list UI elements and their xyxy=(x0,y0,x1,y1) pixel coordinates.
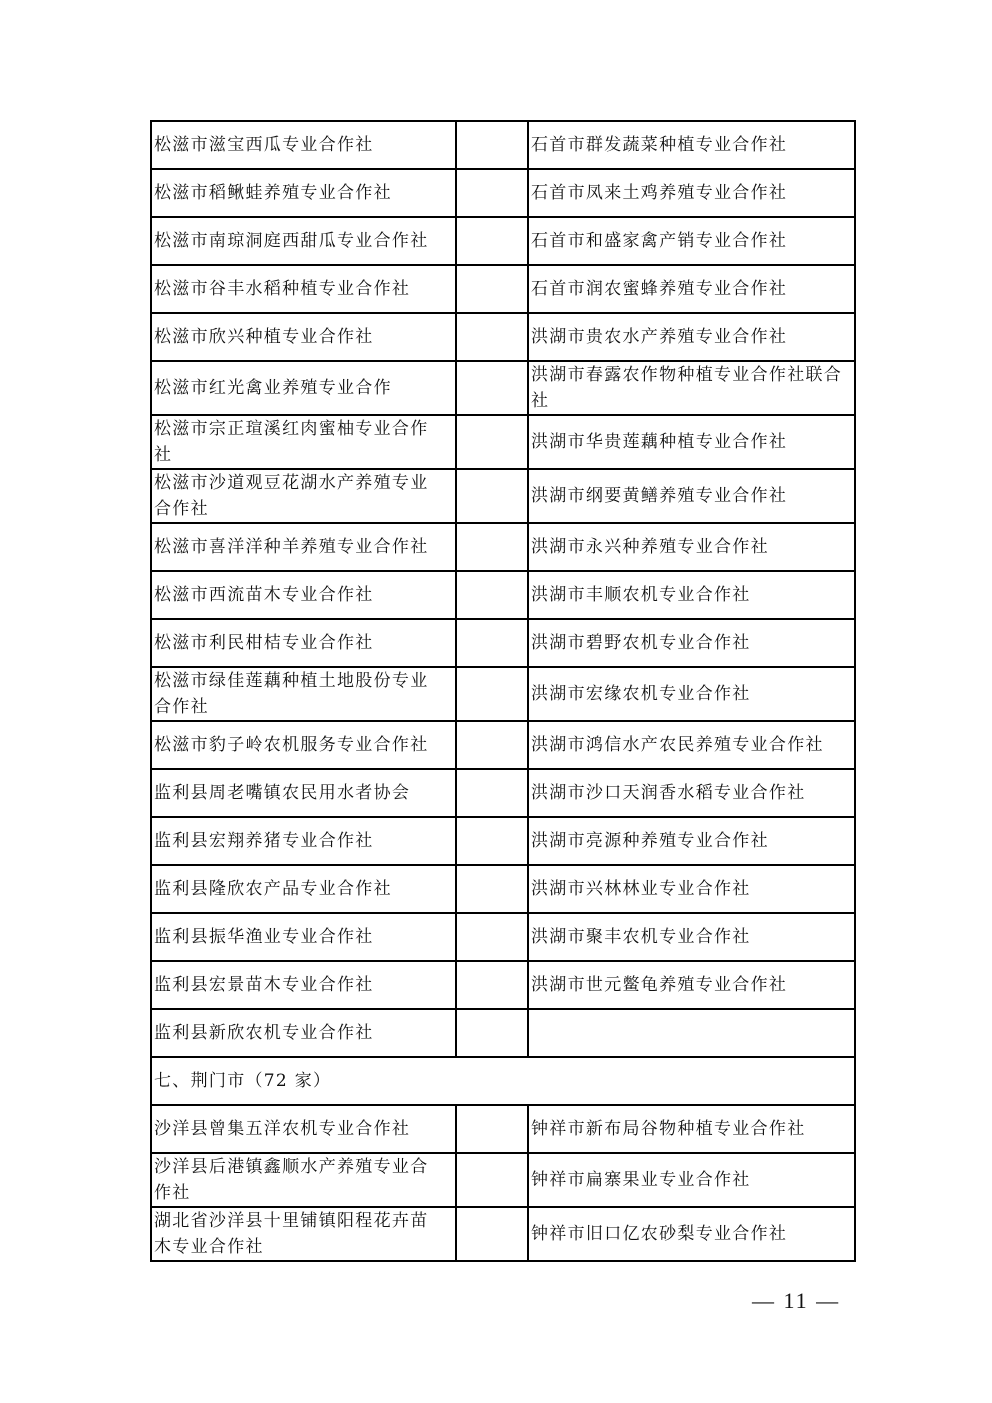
table-row xyxy=(151,469,855,523)
middle-cell xyxy=(456,121,528,169)
middle-cell xyxy=(456,217,528,265)
right-cooperative-cell: 钟祥市新布局谷物种植专业合作社 xyxy=(528,1105,855,1153)
table-row xyxy=(151,865,855,913)
left-cooperative-cell: 松滋市沙道观豆花湖水产养殖专业合作社 xyxy=(151,469,456,523)
table-row xyxy=(151,169,855,217)
middle-cell xyxy=(456,721,528,769)
middle-cell xyxy=(456,469,528,523)
left-cooperative-cell: 松滋市豹子岭农机服务专业合作社 xyxy=(151,721,456,769)
cooperatives-table xyxy=(150,120,856,1262)
middle-cell xyxy=(456,169,528,217)
left-cooperative-cell: 湖北省沙洋县十里铺镇阳程花卉苗木专业合作社 xyxy=(151,1207,456,1261)
section-header-row xyxy=(151,1057,855,1105)
table-row xyxy=(151,913,855,961)
right-cooperative-cell: 洪湖市鸿信水产农民养殖专业合作社 xyxy=(528,721,855,769)
table-row xyxy=(151,1009,855,1057)
right-cooperative-cell: 洪湖市丰顺农机专业合作社 xyxy=(528,571,855,619)
left-cooperative-cell: 松滋市西流苗木专业合作社 xyxy=(151,571,456,619)
table-row xyxy=(151,1207,855,1261)
right-cooperative-cell: 洪湖市纲要黄鳝养殖专业合作社 xyxy=(528,469,855,523)
middle-cell xyxy=(456,619,528,667)
right-cooperative-cell: 石首市和盛家禽产销专业合作社 xyxy=(528,217,855,265)
left-cooperative-cell: 松滋市红光禽业养殖专业合作 xyxy=(151,361,456,415)
table-row xyxy=(151,361,855,415)
left-cooperative-cell: 松滋市喜洋洋种羊养殖专业合作社 xyxy=(151,523,456,571)
middle-cell xyxy=(456,769,528,817)
right-cooperative-cell: 洪湖市聚丰农机专业合作社 xyxy=(528,913,855,961)
middle-cell xyxy=(456,817,528,865)
left-cooperative-cell: 松滋市欣兴种植专业合作社 xyxy=(151,313,456,361)
table-row xyxy=(151,619,855,667)
table-row xyxy=(151,769,855,817)
table-row xyxy=(151,961,855,1009)
middle-cell xyxy=(456,571,528,619)
left-cooperative-cell: 松滋市南琼洞庭西甜瓜专业合作社 xyxy=(151,217,456,265)
middle-cell xyxy=(456,961,528,1009)
left-cooperative-cell: 监利县宏景苗木专业合作社 xyxy=(151,961,456,1009)
right-cooperative-cell: 洪湖市兴林林业专业合作社 xyxy=(528,865,855,913)
table-row xyxy=(151,523,855,571)
middle-cell xyxy=(456,1153,528,1207)
middle-cell xyxy=(456,523,528,571)
table-body xyxy=(151,121,855,1261)
left-cooperative-cell: 松滋市谷丰水稻种植专业合作社 xyxy=(151,265,456,313)
right-cooperative-cell: 洪湖市碧野农机专业合作社 xyxy=(528,619,855,667)
right-cooperative-cell: 石首市润农蜜蜂养殖专业合作社 xyxy=(528,265,855,313)
left-cooperative-cell: 监利县振华渔业专业合作社 xyxy=(151,913,456,961)
right-cooperative-cell: 钟祥市扁寨果业专业合作社 xyxy=(528,1153,855,1207)
left-cooperative-cell: 松滋市绿佳莲藕种植土地股份专业合作社 xyxy=(151,667,456,721)
table-row xyxy=(151,1153,855,1207)
right-cooperative-cell: 洪湖市沙口天润香水稻专业合作社 xyxy=(528,769,855,817)
right-cooperative-cell: 洪湖市亮源种养殖专业合作社 xyxy=(528,817,855,865)
middle-cell xyxy=(456,1105,528,1153)
right-cooperative-cell: 洪湖市世元鳖龟养殖专业合作社 xyxy=(528,961,855,1009)
table-row xyxy=(151,217,855,265)
middle-cell xyxy=(456,265,528,313)
table-row xyxy=(151,313,855,361)
left-cooperative-cell: 监利县宏翔养猪专业合作社 xyxy=(151,817,456,865)
table-row xyxy=(151,667,855,721)
left-cooperative-cell: 沙洋县后港镇鑫顺水产养殖专业合作社 xyxy=(151,1153,456,1207)
table-row xyxy=(151,1105,855,1153)
middle-cell xyxy=(456,913,528,961)
table-row xyxy=(151,817,855,865)
right-cooperative-cell xyxy=(528,1009,855,1057)
right-cooperative-cell: 洪湖市华贵莲藕种植专业合作社 xyxy=(528,415,855,469)
left-cooperative-cell: 松滋市利民柑桔专业合作社 xyxy=(151,619,456,667)
middle-cell xyxy=(456,1207,528,1261)
left-cooperative-cell: 松滋市宗正瑄溪红肉蜜柚专业合作社 xyxy=(151,415,456,469)
right-cooperative-cell: 洪湖市春露农作物种植专业合作社联合社 xyxy=(528,361,855,415)
left-cooperative-cell: 监利县隆欣农产品专业合作社 xyxy=(151,865,456,913)
middle-cell xyxy=(456,415,528,469)
right-cooperative-cell: 洪湖市宏缘农机专业合作社 xyxy=(528,667,855,721)
right-cooperative-cell: 钟祥市旧口亿农砂梨专业合作社 xyxy=(528,1207,855,1261)
section-header: 七、荆门市（72 家） xyxy=(151,1057,855,1105)
left-cooperative-cell: 松滋市滋宝西瓜专业合作社 xyxy=(151,121,456,169)
right-cooperative-cell: 洪湖市贵农水产养殖专业合作社 xyxy=(528,313,855,361)
page-number: — 11 — xyxy=(752,1288,841,1313)
table-row xyxy=(151,415,855,469)
table-row xyxy=(151,265,855,313)
right-cooperative-cell: 石首市群发蔬菜种植专业合作社 xyxy=(528,121,855,169)
middle-cell xyxy=(456,667,528,721)
table-row xyxy=(151,121,855,169)
table-row xyxy=(151,721,855,769)
right-cooperative-cell: 石首市凤来土鸡养殖专业合作社 xyxy=(528,169,855,217)
left-cooperative-cell: 松滋市稻鳅蛙养殖专业合作社 xyxy=(151,169,456,217)
middle-cell xyxy=(456,865,528,913)
left-cooperative-cell: 监利县新欣农机专业合作社 xyxy=(151,1009,456,1057)
middle-cell xyxy=(456,1009,528,1057)
left-cooperative-cell: 监利县周老嘴镇农民用水者协会 xyxy=(151,769,456,817)
left-cooperative-cell: 沙洋县曾集五洋农机专业合作社 xyxy=(151,1105,456,1153)
table-row xyxy=(151,571,855,619)
right-cooperative-cell: 洪湖市永兴种养殖专业合作社 xyxy=(528,523,855,571)
middle-cell xyxy=(456,313,528,361)
middle-cell xyxy=(456,361,528,415)
